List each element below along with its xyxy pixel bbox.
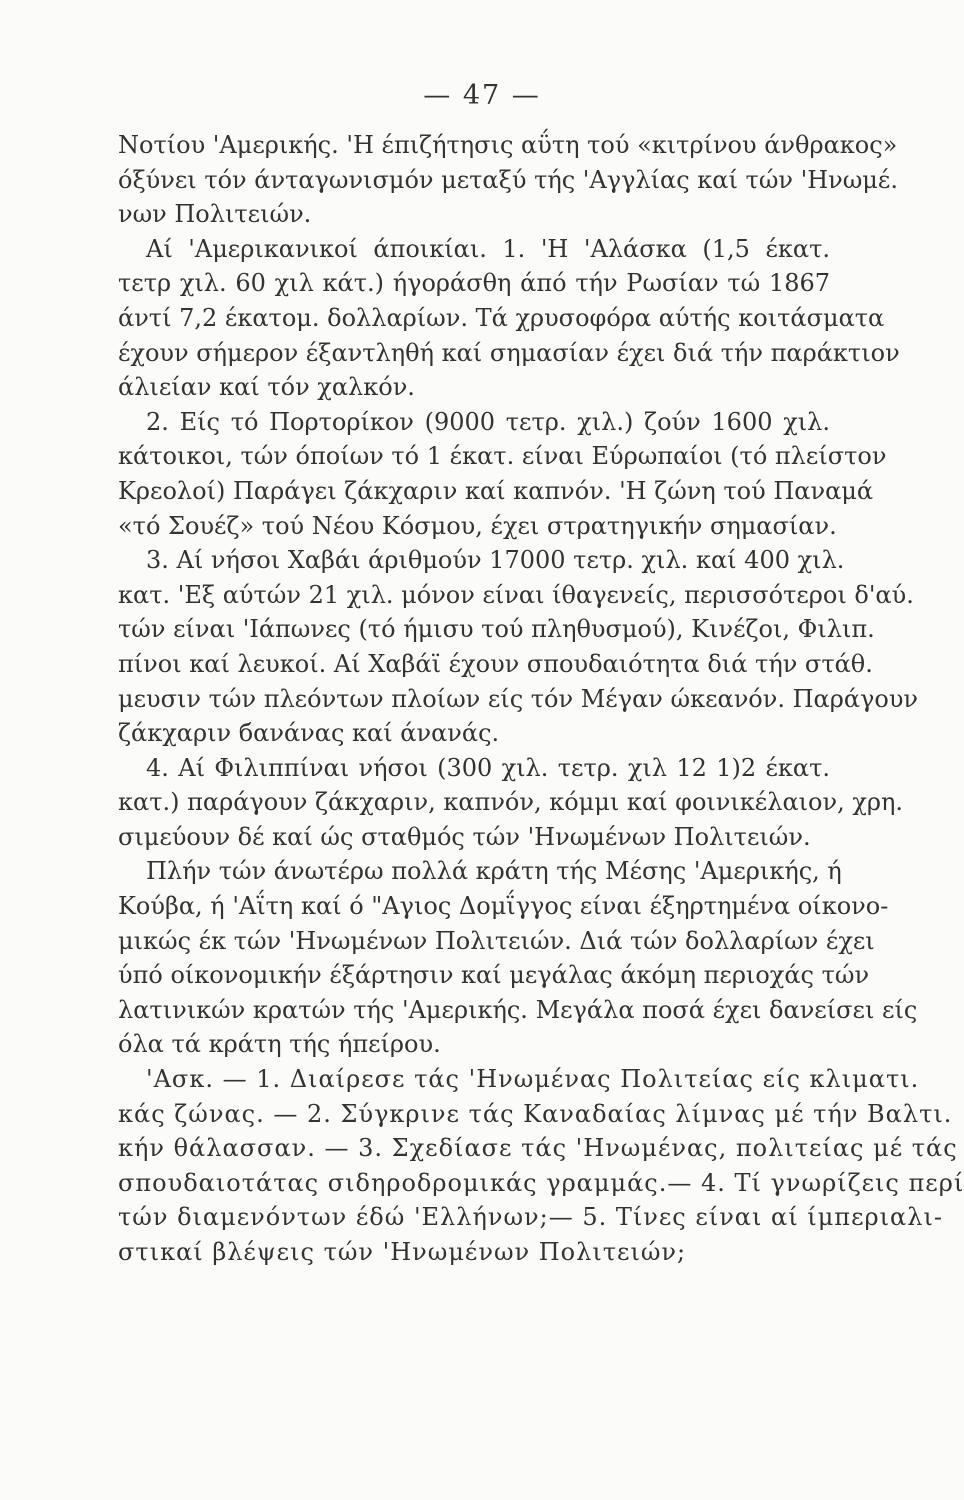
text-line: τετρ χιλ. 60 χιλ κάτ.) ήγοράσθη άπό τήν Ρωσίαν τώ 1867 [118,269,830,298]
text-line: Κρεολοί) Παράγει ζάκχαριν καί καπνόν. 'Η ζώνη τού Παναμά [118,476,874,505]
text-line: μικώς έκ τών 'Ηνωμένων Πολιτειών. Διά τών δολλαρίων έχει [118,926,875,955]
text-line: κάτοικοι, τών όποίων τό 1 έκατ. είναι Εύρωπαίοι (τό πλείστον [118,442,887,471]
text-line: «τό Σουέζ» τού Νέου Κόσμου, έχει στρατηγικήν σημασίαν. [118,511,837,540]
text-line: λατινικών κρατών τής 'Αμερικής. Μεγάλα ποσά έχει δανείσει είς [118,995,918,1024]
text-line: πίνοι καί λευκοί. Αί Χαβάϊ έχουν σπουδαιότητα διά τήν στάθ. [118,649,873,678]
text-line: Νοτίου 'Αμερικής. 'Η έπιζήτησις αΰτη τού «κιτρίνου άνθρακος» [118,131,898,159]
text-line: Πλήν τών άνωτέρω πολλά κράτη τής Μέσης 'Αμερικής, ή [146,857,842,886]
text-line: 2. Είς τό Πορτορίκον (9000 τετρ. χιλ.) ζούν 1600 χιλ. [146,407,830,436]
text-line: Κούβα, ή 'Αΐτη καί ό "Αγιος Δομΐγγος είναι έξηρτημένα οίκονο- [118,892,889,921]
exercise-line: 'Ασκ. — 1. Διαίρεσε τάς 'Ηνωμένας Πολιτείας είς κλιματι. [146,1065,920,1094]
text-line: όλα τά κράτη τής ήπείρου. [118,1030,441,1059]
text-line: νων Πολιτειών. [118,200,312,229]
text-line: ζάκχαριν бανάνας καί άνανάς. [118,719,500,748]
exercise-line: κήν θάλασσαν. — 3. Σχεδίασε τάς 'Ηνωμένας, πολιτείας μέ τάς [118,1134,958,1163]
text-line: ύπό οίκονομικήν έξάρτησιν καί μεγάλας άκόμη περιοχάς τών [118,961,870,990]
exercise-line: σπουδαιοτάτας σιδηροδρομικάς γραμμάς.— 4. Τί γνωρίζεις περί [118,1168,964,1197]
text-line: 3. Αί νήσοι Χαβάι άριθμούν 17000 τετρ. χιλ. καί 400 χιλ. [146,546,845,575]
text-line: άλιείαν καί τόν χαλκόν. [118,373,415,402]
exercise-line: κάς ζώνας. — 2. Σύγκρινε τάς Καναδαίας λίμνας μέ τήν Βαλτι. [118,1099,953,1128]
text-line: άντί 7,2 έκατομ. δολλαρίων. Τά χρυσοφόρα αύτής κοιτάσματα [118,303,885,332]
text-line: 4. Αί Φιλιππίναι νήσοι (300 χιλ. τετρ. χιλ 12 1)2 έκατ. [146,753,830,782]
exercise-line: τών διαμενόντων έδώ 'Ελλήνων;— 5. Τίνες είναι αί ίμπεριαλι- [118,1203,943,1232]
section-heading-line: Αί 'Αμερικανικοί άποικίαι. 1. 'Η 'Αλάσκα (1,5 έκατ. [146,234,830,263]
text-line: τών είναι 'Ιάπωνες (τό ήμισυ τού πληθυσμού), Κινέζοι, Φιλιπ. [118,615,875,644]
text-line: μευσιν τών πλεόντων πλοίων είς τόν Μέγαν ώκεανόν. Παράγουν [118,684,919,713]
exercise-line: στικαί βλέψεις τών 'Ηνωμένων Πολιτειών; [118,1238,687,1266]
text-line: έχουν σήμερον έξαντληθή καί σημασίαν έχει διά τήν παράκτιον [118,338,900,367]
text-line: κατ.) παράγουν ζάκχαριν, καπνόν, κόμμι καί φοινικέλαιον, χρη. [118,788,904,817]
text-line: κατ. 'Εξ αύτών 21 χιλ. μόνον είναι ίθαγενείς, περισσότεροι δ'αύ. [118,580,914,609]
text-line: σιμεύουν δέ καί ώς σταθμός τών 'Ηνωμένων Πολιτειών. [118,822,811,851]
body-text [118,128,964,1270]
page-number: — 47 — [423,80,541,111]
text-line: όξύνει τόν άνταγωνισμόν μεταξύ τής 'Αγγλίας καί τών 'Ηνωμέ. [118,165,898,194]
